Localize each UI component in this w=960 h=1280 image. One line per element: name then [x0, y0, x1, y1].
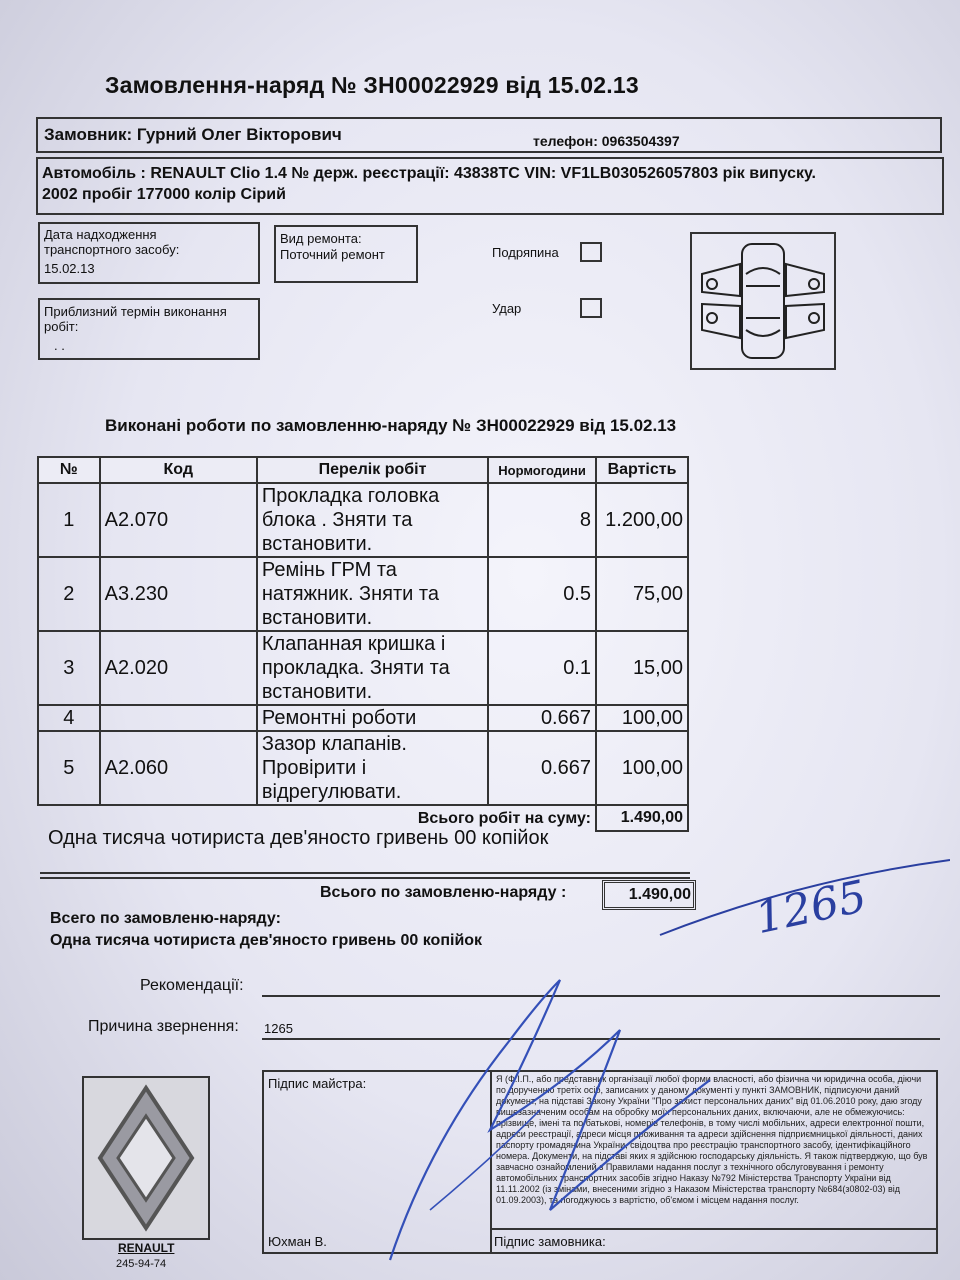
row-number: 4 — [38, 705, 100, 731]
vehicle-line-2: 2002 пробіг 177000 колір Сірий — [42, 186, 286, 203]
term-label: Приблизний термін виконання робіт: — [44, 304, 227, 334]
master-sign-label: Підпис майстра: — [268, 1076, 367, 1091]
row-desc: Прокладка головка блока . Зняти та встановити. — [257, 483, 488, 557]
customer-phone: телефон: 0963504397 — [533, 133, 680, 149]
total-value: 1.490,00 — [596, 805, 688, 831]
repair-type-label: Вид ремонта: — [280, 231, 362, 246]
divider-line — [40, 872, 690, 874]
row-cost: 1.200,00 — [596, 483, 688, 557]
table-row — [38, 483, 688, 557]
all-total-words: Одна тисяча чотириста дев'яносто гривень 00 копійок — [50, 932, 483, 949]
col-works: Перелік робіт — [257, 457, 488, 483]
row-code: A2.020 — [100, 631, 257, 705]
col-hours: Нормогодини — [488, 457, 596, 483]
vehicle-line-1: Автомобіль : RENAULT Clio 1.4 № держ. реєстрації: 43838ТС VIN: VF1LB030526057803 рік випуску. — [42, 165, 816, 182]
brand-logo-box — [82, 1076, 210, 1240]
table-row — [38, 705, 688, 731]
arrival-date-box — [38, 222, 260, 284]
scratch-checkbox[interactable] — [580, 242, 602, 262]
reason-value: 1265 — [264, 1021, 293, 1036]
col-number: № — [38, 457, 100, 483]
col-code: Код — [100, 457, 257, 483]
row-number: 5 — [38, 731, 100, 805]
repair-type-value: Поточний ремонт — [280, 247, 385, 262]
works-heading: Виконані роботи по замовленню-наряду № ЗН00022929 від 15.02.13 — [105, 416, 677, 435]
order-total-value: 1.490,00 — [602, 880, 696, 910]
order-total-label: Всього по замовленю-наряду : — [320, 884, 567, 901]
table-row — [38, 631, 688, 705]
renault-logo-icon — [84, 1078, 208, 1238]
row-hours: 0.667 — [488, 705, 596, 731]
table-header-row — [38, 457, 688, 483]
divider-line — [40, 877, 690, 879]
row-cost: 100,00 — [596, 705, 688, 731]
car-outline-icon — [692, 234, 834, 368]
row-hours: 0.667 — [488, 731, 596, 805]
row-cost: 100,00 — [596, 731, 688, 805]
handwritten-note: 1265 — [750, 870, 872, 945]
row-hours: 8 — [488, 483, 596, 557]
vehicle-box — [36, 157, 944, 215]
row-code — [100, 705, 257, 731]
row-desc: Клапанная кришка і прокладка. Зняти та встановити. — [257, 631, 488, 705]
row-code: A2.060 — [100, 731, 257, 805]
works-table — [37, 456, 689, 832]
row-code: A2.070 — [100, 483, 257, 557]
client-sign-label: Підпис замовника: — [494, 1234, 606, 1249]
consent-text: Я (Ф.І.П., або представник організації любої форми власності, або фізична чи юридична особа, діючи по дорученню третіх осіб, записаних у даному документі у пункті ЗАМОВНИК, підписуючи даний документ, на підставі Закону України "Про захист персональних даних" від 01.06.2010 року, даю згоду вищезазначеним особам на обробку моїх персональних даних, включаючи, але не обмежуючись: прізвище, імені та по батькові, номерів телефонів, в тому числі мобільних, адреси електронної пошти, адреси реєстрації, адреси місця проживання та адреси здійснення підприємницької діяльності, даних паспорту громадянина України, свідоцтва про реєстрацію транспортного засобу, ідентифікаційного номера. Документи, на підставі яких я здійснюю господарську діяльність. Я також підтверджую, що був завчасно ознайомлений з Правилами надання послуг з технічного обслуговування і ремонту автомобільних транспортних засобів згідно Наказу №792 Міністерства Транспорту України від 11.11.2002 (із змінами, внесеними згідно з Наказом Міністерства транспорту №684(з0802-03) від 01.09.2003), та погоджуюсь з вартістю, об'ємом і місцем надання послуг. — [496, 1074, 928, 1205]
arrival-date-label: Дата надходження транспортного засобу: — [44, 227, 180, 257]
total-label: Всього робіт на суму: — [38, 805, 596, 831]
scratch-label: Подряпина — [492, 245, 559, 260]
repair-type-box — [274, 225, 418, 283]
customer-name: Замовник: Гурний Олег Вікторович — [44, 125, 342, 144]
table-row — [38, 731, 688, 805]
all-total-label: Всего по замовленю-наряду: — [50, 910, 281, 927]
signature-scribble — [370, 960, 730, 1280]
row-desc: Ремінь ГРМ та натяжник. Зняти та встановити. — [257, 557, 488, 631]
recommendations-label: Рекомендації: — [140, 977, 244, 994]
order-title: Замовлення-наряд № ЗН00022929 від 15.02.13 — [105, 72, 639, 98]
row-desc: Ремонтні роботи — [257, 705, 488, 731]
master-name: Юхман В. — [268, 1234, 327, 1249]
row-desc: Зазор клапанів. Провірити і відрегулювати. — [257, 731, 488, 805]
row-code: A3.230 — [100, 557, 257, 631]
row-cost: 75,00 — [596, 557, 688, 631]
car-damage-diagram — [690, 232, 836, 370]
hit-label: Удар — [492, 301, 522, 316]
col-cost: Вартість — [596, 457, 688, 483]
customer-box — [36, 117, 942, 153]
row-cost: 15,00 — [596, 631, 688, 705]
row-number: 2 — [38, 557, 100, 631]
row-number: 1 — [38, 483, 100, 557]
arrival-date-value: 15.02.13 — [44, 261, 95, 276]
row-hours: 0.5 — [488, 557, 596, 631]
brand-name: RENAULT — [118, 1241, 175, 1255]
row-hours: 0.1 — [488, 631, 596, 705]
table-row — [38, 557, 688, 631]
term-value: . . — [54, 338, 65, 353]
term-box — [38, 298, 260, 360]
brand-phone: 245-94-74 — [116, 1258, 167, 1270]
row-number: 3 — [38, 631, 100, 705]
total-words: Одна тисяча чотириста дев'яносто гривень 00 копійок — [48, 827, 549, 849]
reason-label: Причина звернення: — [88, 1018, 239, 1035]
hit-checkbox[interactable] — [580, 298, 602, 318]
